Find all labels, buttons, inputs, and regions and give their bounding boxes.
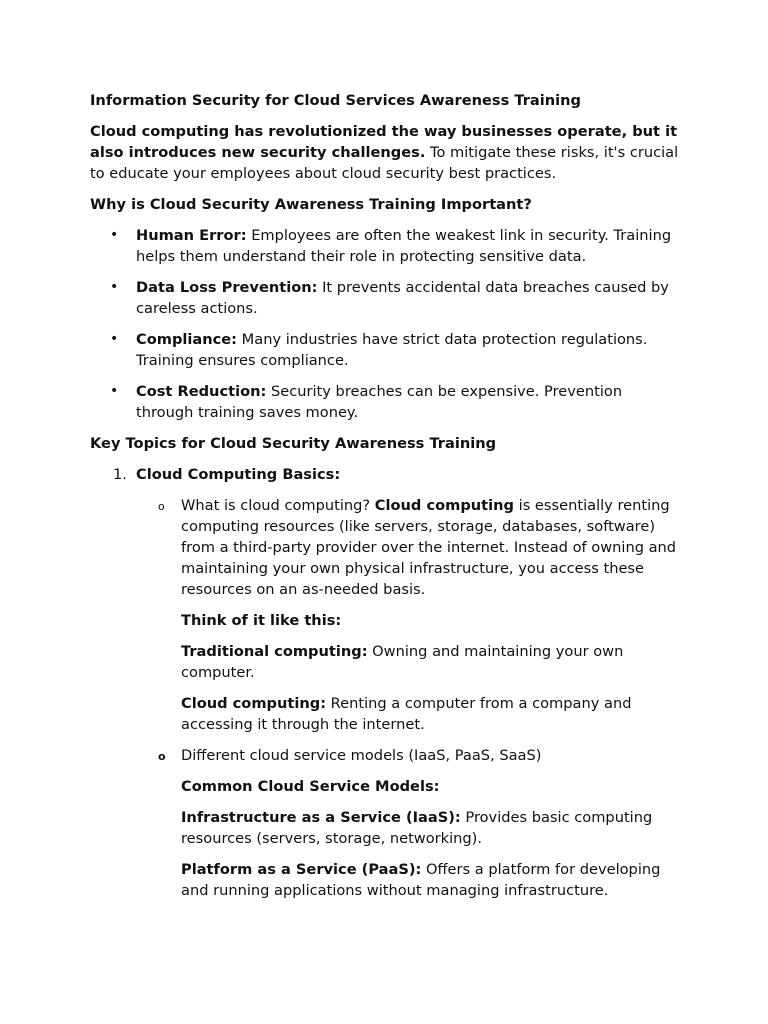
- topic-title: Cloud Computing Basics:: [136, 466, 341, 483]
- list-item: [90, 381, 680, 423]
- list-item: [90, 329, 680, 371]
- list-item-label: Compliance:: [136, 331, 238, 348]
- topics-list: [90, 464, 680, 901]
- list-item-text: Employees are often the weakest link in security. Training helps them understand their role in protecting sensitive data.: [136, 227, 672, 265]
- subtopic-item: [136, 745, 680, 901]
- iaas-label: Infrastructure as a Service (IaaS):: [181, 809, 461, 826]
- circle-bullet-icon: o: [158, 500, 165, 513]
- subtopic-lead: What is cloud computing?: [181, 497, 375, 514]
- why-heading: Why is Cloud Security Awareness Training Important?: [90, 196, 532, 213]
- list-item-text: It prevents accidental data breaches caused by careless actions.: [136, 279, 669, 317]
- think-heading: Think of it like this:: [181, 612, 342, 629]
- topic-item: [90, 464, 680, 901]
- subtopic-item: [136, 495, 680, 735]
- cloud-label: Cloud computing:: [181, 695, 327, 712]
- iaas-paragraph: [181, 807, 680, 849]
- list-item-text: Security breaches can be expensive. Prevention through training saves money.: [136, 383, 623, 421]
- intro-bold-text: Cloud computing has revolutionized the way businesses operate, but it also introduces new security challenges.: [90, 123, 678, 161]
- intro-paragraph: [90, 121, 680, 184]
- list-item: [90, 277, 680, 319]
- importance-list: [90, 225, 680, 423]
- bullet-icon: •: [110, 331, 119, 347]
- list-item: [90, 225, 680, 267]
- circle-bullet-icon: o: [158, 750, 166, 763]
- subtopic-paragraph: [181, 495, 680, 600]
- intro-text: To mitigate these risks, it's crucial to educate your employees about cloud security best practices.: [90, 144, 679, 182]
- topic-subtopics: [136, 495, 680, 901]
- iaas-text: Provides basic computing resources (servers, storage, networking).: [181, 809, 653, 847]
- document-page: [90, 90, 680, 911]
- cloud-text: Renting a computer from a company and accessing it through the internet.: [181, 695, 632, 733]
- paas-text: Offers a platform for developing and running applications without managing infrastructure.: [181, 861, 661, 899]
- bullet-icon: •: [110, 227, 119, 243]
- topics-heading: Key Topics for Cloud Security Awareness Training: [90, 435, 497, 452]
- list-number: 1.: [113, 466, 127, 483]
- service-models-heading: Common Cloud Service Models:: [181, 778, 440, 795]
- traditional-label: Traditional computing:: [181, 643, 368, 660]
- paas-label: Platform as a Service (PaaS):: [181, 861, 422, 878]
- subtopic-text: is essentially renting computing resources (like servers, storage, databases, software) from a third-party provider over the internet. Instead of owning and maintaining your own physical infrastructure, you access these resources on an as-needed basis.: [181, 497, 677, 598]
- bullet-icon: •: [110, 383, 119, 399]
- paas-paragraph: [181, 859, 680, 901]
- subtopic-paragraph: Different cloud service models (IaaS, PaaS, SaaS): [181, 747, 542, 764]
- list-item-label: Data Loss Prevention:: [136, 279, 318, 296]
- list-item-label: Human Error:: [136, 227, 247, 244]
- list-item-text: Many industries have strict data protection regulations. Training ensures compliance.: [136, 331, 648, 369]
- traditional-text: Owning and maintaining your own computer.: [181, 643, 624, 681]
- subtopic-bold: Cloud computing: [374, 497, 514, 514]
- traditional-paragraph: [181, 641, 680, 683]
- list-item-label: Cost Reduction:: [136, 383, 267, 400]
- document-title: Information Security for Cloud Services Awareness Training: [90, 92, 581, 109]
- cloud-paragraph: [181, 693, 680, 735]
- bullet-icon: •: [110, 279, 119, 295]
